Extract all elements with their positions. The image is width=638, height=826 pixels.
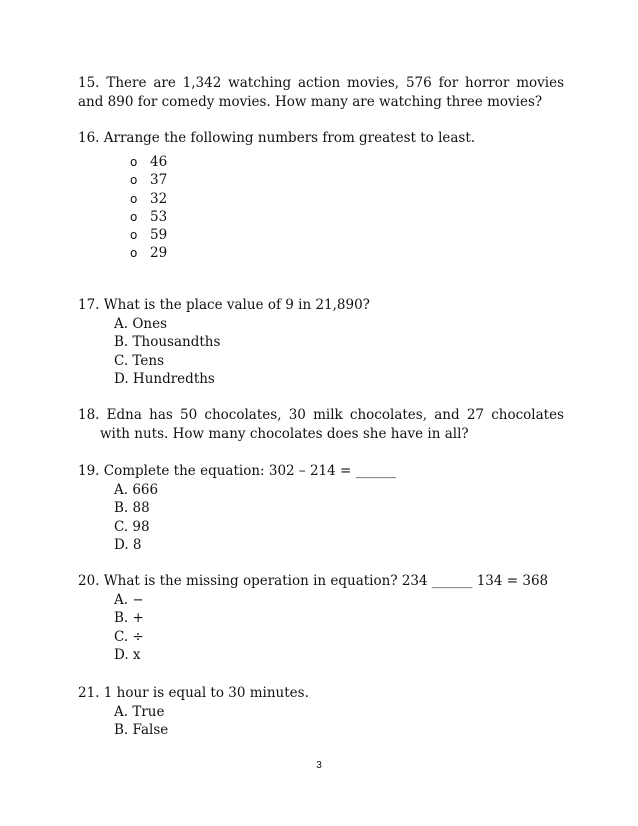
question-16-text: 16. Arrange the following numbers from greatest to least. — [78, 130, 476, 146]
list-item-value: 32 — [150, 190, 168, 207]
answer-option: B. Thousandths — [114, 334, 221, 351]
question-17 — [78, 296, 564, 388]
answer-option: A. True — [114, 704, 165, 720]
answer-option: C. Tens — [114, 352, 164, 369]
answer-option: A. 666 — [114, 482, 159, 498]
list-item-value: 46 — [150, 154, 168, 170]
list-item — [78, 226, 564, 244]
answer-option: C. 98 — [114, 518, 150, 535]
list-item — [78, 153, 564, 171]
question-16 — [78, 129, 564, 263]
question-18 — [78, 406, 564, 444]
question-19-text: 19. Complete the equation: 302 – 214 = ______ — [78, 463, 397, 479]
answer-option: A. Ones — [114, 316, 168, 332]
question-21 — [78, 684, 564, 740]
page-number: 3 — [316, 760, 322, 771]
list-item-value: 29 — [150, 245, 168, 262]
question-15 — [78, 74, 564, 112]
question-19 — [78, 462, 564, 554]
circle-bullet-icon: o — [130, 173, 138, 188]
answer-option: B. False — [114, 722, 169, 739]
circle-bullet-icon: o — [130, 209, 138, 224]
answer-option: B. + — [114, 610, 144, 627]
circle-bullet-icon: o — [130, 228, 138, 243]
answer-option: D. 8 — [114, 536, 142, 553]
circle-bullet-icon: o — [130, 191, 138, 206]
list-item-value: 53 — [150, 208, 168, 225]
answer-option: A. − — [114, 592, 144, 608]
question-21-options — [78, 703, 564, 740]
answer-option: C. ÷ — [114, 628, 144, 645]
question-20-text: 20. What is the missing operation in equation? 234 ______ 134 = 368 — [78, 573, 549, 589]
question-20 — [78, 572, 564, 664]
answer-option: B. 88 — [114, 500, 150, 517]
list-item — [78, 171, 564, 189]
circle-bullet-icon: o — [130, 246, 138, 261]
circle-bullet-icon: o — [130, 155, 138, 169]
question-17-options — [78, 315, 564, 388]
answer-option: D. Hundredths — [114, 370, 215, 387]
list-item-value: 59 — [150, 227, 168, 244]
question-15-text: 15. There are 1,342 watching action movies, 576 for horror movies and 890 for comedy movies. How many are watching three movies? — [78, 75, 564, 110]
question-19-options — [78, 481, 564, 554]
list-item-value: 37 — [150, 172, 168, 189]
question-21-text: 21. 1 hour is equal to 30 minutes. — [78, 685, 309, 701]
list-item — [78, 208, 564, 226]
question-20-options — [78, 591, 564, 664]
list-item — [78, 190, 564, 208]
list-item — [78, 244, 564, 262]
question-17-text: 17. What is the place value of 9 in 21,890? — [78, 297, 370, 313]
question-16-number-list — [78, 153, 564, 263]
answer-option: D. x — [114, 646, 141, 663]
question-18-text: 18. Edna has 50 chocolates, 30 milk chocolates, and 27 chocolates with nuts. How many chocolates does she have in all? — [78, 407, 564, 442]
